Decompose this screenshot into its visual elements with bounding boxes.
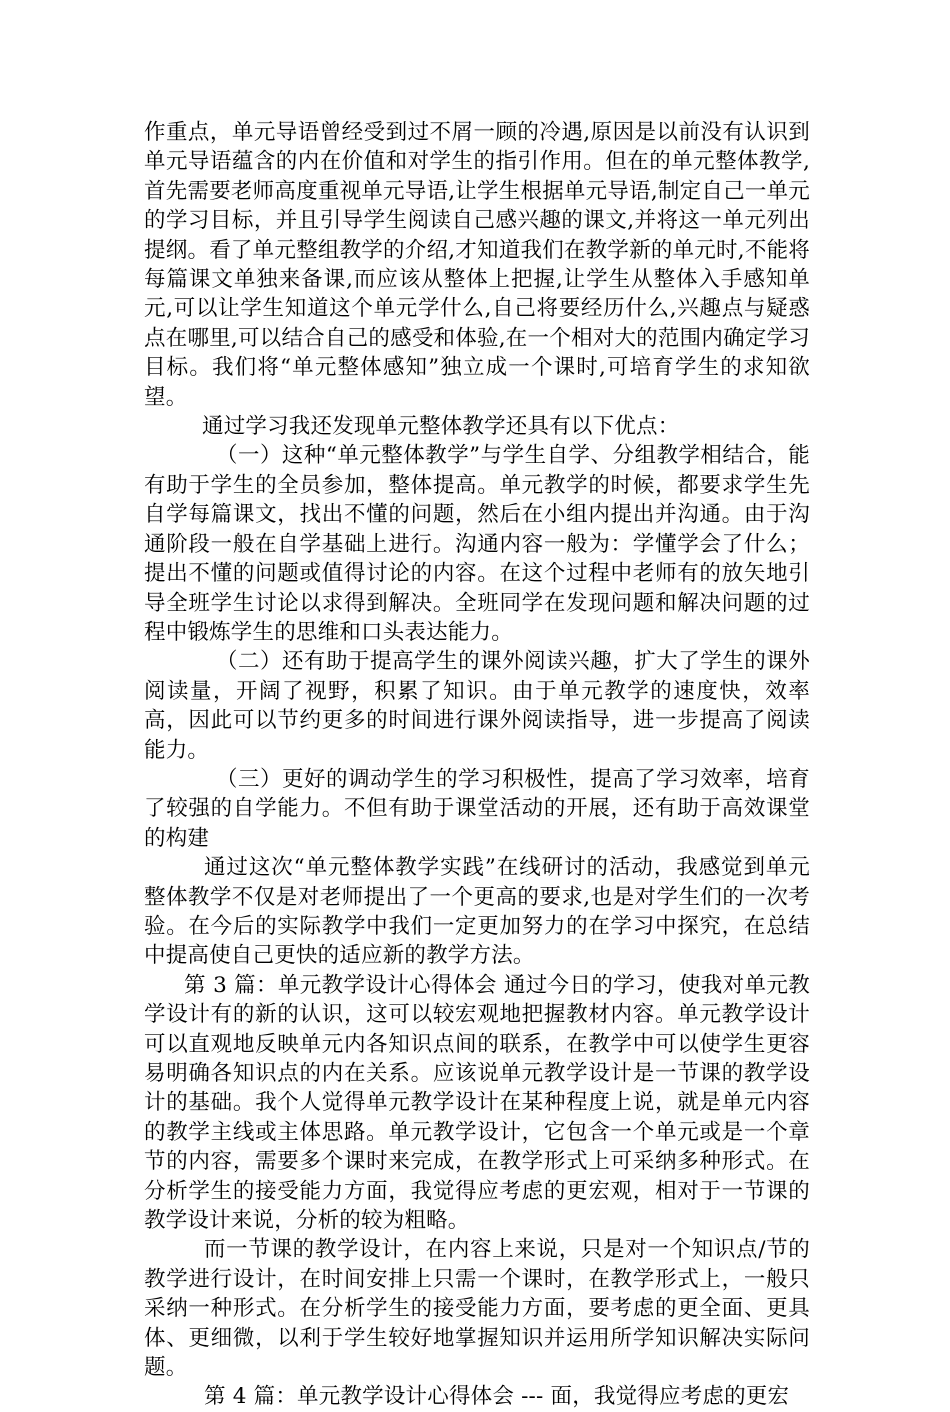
- paragraph-article-3: 第 3 篇：单元教学设计心得体会 通过今日的学习，使我对单元教学设计有的新的认识，这可以较宏观地把握教材内容。单元教学设计可以直观地反映单元内各知识点间的联系，在教学中可以使学生更容易明确各知识点的内在关系。应该说单元教学设计是一节课的教学设计的基础。我个人觉得单元教学设计在某种程度上说，就是单元内容的教学主线或主体思路。单元教学设计，它包含一个单元或是一个章节的内容，需要多个课时来完成，在教学形式上可采纳多种形式。在分析学生的接受能力方面，我觉得应考虑的更宏观，相对于一节课的教学设计来说，分析的较为粗略。: [144, 972, 810, 1234]
- paragraph-advantage-2: （二）还有助于提高学生的课外阅读兴趣，扩大了学生的课外阅读量，开阔了视野，积累了知识。由于单元教学的速度快，效率高，因此可以节约更多的时间进行课外阅读指导，进一步提高了阅读能力。: [144, 649, 810, 763]
- paragraph-advantage-1: （一）这种“单元整体教学”与学生自学、分组教学相结合，能有助于学生的全员参加，整体提高。单元教学的时候，都要求学生先自学每篇课文，找出不懂的问题，然后在小组内提出并沟通。由于沟通阶段一般在自学基础上进行。沟通内容一般为：学懂学会了什么；提出不懂的问题或值得讨论的内容。在这个过程中老师有的放矢地引导全班学生讨论以求得到解决。全班同学在发现问题和解决问题的过程中锻炼学生的思维和口头表达能力。: [144, 443, 810, 645]
- paragraph-lesson-design: 而一节课的教学设计，在内容上来说，只是对一个知识点/节的教学进行设计，在时间安排上只需一个课时，在教学形式上，一般只采纳一种形式。在分析学生的接受能力方面，要考虑的更全面、更具体、更细微，以利于学生较好地掌握知识并运用所学知识解决实际问题。: [144, 1237, 810, 1381]
- paragraph-advantages-intro: 通过学习我还发现单元整体教学还具有以下优点：: [202, 414, 680, 440]
- document-page: [144, 118, 810, 1412]
- paragraph-advantage-3: （三）更好的调动学生的学习积极性，提高了学习效率，培育了较强的自学能力。不但有助于课堂活动的开展，还有助于高效课堂的构建: [144, 766, 810, 851]
- paragraph-conclusion: 通过这次“单元整体教学实践”在线研讨的活动，我感觉到单元整体教学不仅是对老师提出了一个更高的要求,也是对学生们的一次考验。在今后的实际教学中我们一定更加努力的在学习中探究，在总结中提高使自己更快的适应新的教学方法。: [144, 855, 810, 969]
- paragraph-article-4: 第 4 篇：单元教学设计心得体会 --- 面，我觉得应考虑的更宏: [204, 1384, 790, 1410]
- paragraph-unit-guide: 作重点，单元导语曾经受到过不屑一顾的冷遇,原因是以前没有认识到单元导语蕴含的内在价值和对学生的指引作用。但在的单元整体教学,首先需要老师高度重视单元导语,让学生根据单元导语,制定自己一单元的学习目标，并且引导学生阅读自己感兴趣的课文,并将这一单元列出提纲。看了单元整组教学的介绍,才知道我们在教学新的单元时,不能将每篇课文单独来备课,而应该从整体上把握,让学生从整体入手感知单元,可以让学生知道这个单元学什么,自己将要经历什么,兴趣点与疑惑点在哪里,可以结合自己的感受和体验,在一个相对大的范围内确定学习目标。我们将“单元整体感知”独立成一个课时,可培育学生的求知欲望。: [144, 120, 810, 410]
